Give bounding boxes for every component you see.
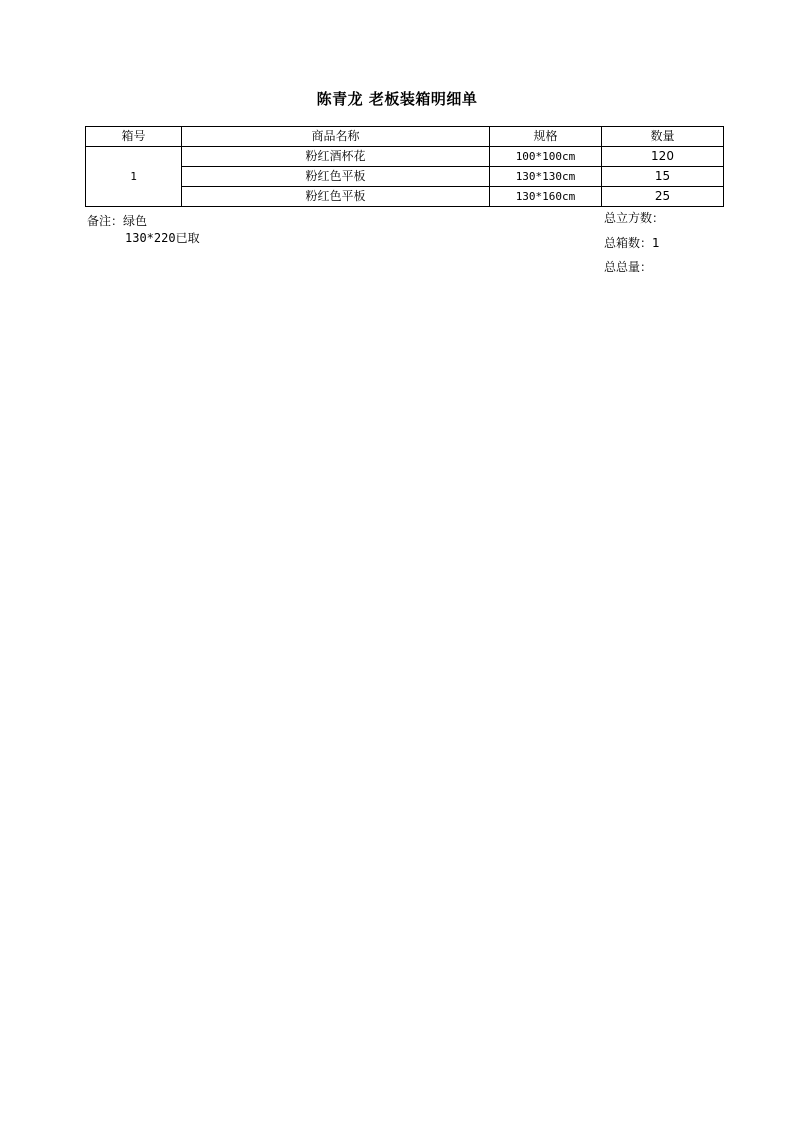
- quantity-cell: 120: [602, 147, 724, 167]
- spec-cell: 130*160cm: [490, 187, 602, 207]
- total-quantity-label: 总总量：: [604, 260, 653, 274]
- table-row: [86, 187, 724, 207]
- header-spec: 规格: [490, 127, 602, 147]
- remarks-note: 130*220已取: [125, 231, 200, 245]
- box-number-cell: 1: [86, 147, 182, 207]
- spec-cell: 100*100cm: [490, 147, 602, 167]
- table-row: [86, 167, 724, 187]
- header-box-number: 箱号: [86, 127, 182, 147]
- product-name-cell: 粉红色平板: [182, 187, 490, 207]
- packing-list-table: [85, 126, 724, 207]
- quantity-cell: 15: [602, 167, 724, 187]
- total-boxes-label: 总箱数：1: [604, 236, 660, 250]
- total-volume-label: 总立方数：: [604, 211, 665, 225]
- header-product-name: 商品名称: [182, 127, 490, 147]
- product-name-cell: 粉红酒杯花: [182, 147, 490, 167]
- document-title: 陈青龙 老板装箱明细单: [316, 90, 478, 108]
- quantity-cell: 25: [602, 187, 724, 207]
- header-quantity: 数量: [602, 127, 724, 147]
- spec-cell: 130*130cm: [490, 167, 602, 187]
- remarks-label: 备注：绿色: [87, 214, 148, 228]
- product-name-cell: 粉红色平板: [182, 167, 490, 187]
- table-row: [86, 147, 724, 167]
- table-header-row: [86, 127, 724, 147]
